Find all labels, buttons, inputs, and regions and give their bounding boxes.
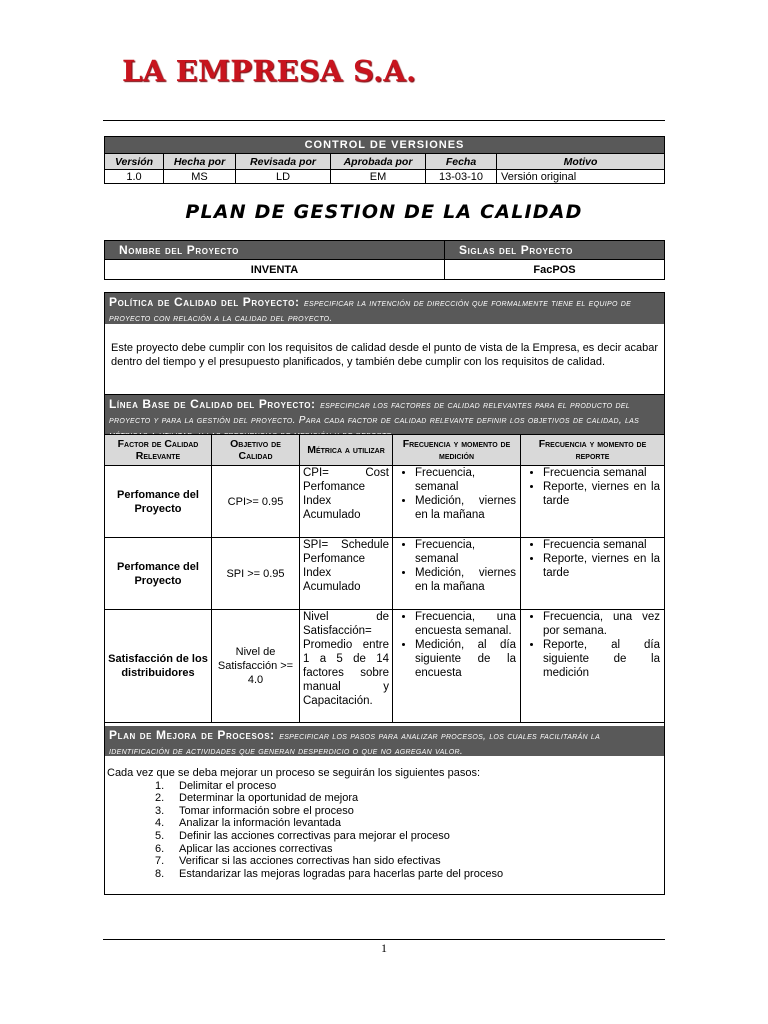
quality-policy-text: Este proyecto debe cumplir con los requisitos de calidad desde el punto de vista de la Empresa, es decir acabar dentro del tiempo y el presupuesto planificados, y también debe cumplir con los requisitos de calidad. [111,342,658,368]
cell-reviewed-by: LD [236,170,331,184]
metric-cell: Nivel de Satisfacción= Promedio entre 1 a 5 de 14 factores sobre manual y Capacitación. [300,610,393,723]
project-table [104,240,665,280]
measure-item: • Frecuencia, semanal [415,466,516,494]
report-cell [521,610,665,723]
version-control-table [104,136,665,184]
step-text: Analizar la información levantada [179,817,342,830]
quality-metrics-table [104,434,665,723]
measure-item: • Frecuencia, semanal [415,538,516,566]
step-text: Estandarizar las mejoras logradas para hacerlas parte del proceso [179,867,504,880]
col-factor: Factor de Calidad Relevante [105,435,212,466]
col-date: Fecha [426,154,497,170]
factor-cell: Perfomance del Proyecto [105,538,212,610]
measure-item: • Medición, viernes en la mañana [415,494,516,522]
step-text: Tomar información sobre el proceso [179,804,354,817]
step-item: 3. Tomar información sobre el proceso [155,804,354,817]
process-improvement-title: Plan de Mejora de Procesos: [109,728,275,742]
project-name-header: Nombre del Proyecto [105,241,445,260]
project-name: INVENTA [105,260,445,280]
step-item: 7. Verificar si las acciones correctivas han sido efectivas [155,855,441,868]
project-acronym-header: Siglas del Proyecto [445,241,665,260]
objective-cell: CPI>= 0.95 [212,466,300,538]
step-text: Delimitar el proceso [179,779,277,792]
cell-approved-by: EM [331,170,426,184]
quality-policy-header [105,293,664,324]
process-improvement-body [105,767,664,880]
report-item: • Frecuencia semanal [543,538,660,552]
quality-policy-title: Política de Calidad del Proyecto: [109,295,300,309]
version-control-title: CONTROL DE VERSIONES [105,137,665,154]
project-acronym: FacPOS [445,260,665,280]
factor-cell: Perfomance del Proyecto [105,466,212,538]
process-improvement-intro: Cada vez que se deba mejorar un proceso se seguirán los siguientes pasos: [107,767,481,779]
process-improvement-header [105,726,664,756]
col-metric: Métrica a utilizar [300,435,393,466]
quality-baseline-title: Línea Base de Calidad del Proyecto: [109,397,316,411]
report-cell [521,466,665,538]
measure-item: • Medición, viernes en la mañana [415,566,516,594]
step-text: Verificar si las acciones correctivas han sido efectivas [179,855,441,868]
col-reason: Motivo [497,154,665,170]
metric-row [105,610,665,723]
header-rule [103,120,665,121]
objective-cell: SPI >= 0.95 [212,538,300,610]
report-item: • Reporte, viernes en la tarde [543,480,660,508]
measure-item: • Frecuencia, una encuesta semanal. [415,610,516,638]
quality-baseline-header [105,394,664,441]
footer-rule [103,939,665,940]
col-measure-frequency: Frecuencia y momento de medición [393,435,521,466]
measure-cell [393,538,521,610]
step-item: 6. Aplicar las acciones correctivas [155,842,333,855]
metric-cell: CPI= Cost Perfomance Index Acumulado [300,466,393,538]
report-item: • Frecuencia semanal [543,466,660,480]
page-number: 1 [381,941,387,955]
step-item: 8. Estandarizar las mejoras logradas para hacerlas parte del proceso [155,867,504,880]
step-item: 4. Analizar la información levantada [155,817,342,830]
report-item: • Frecuencia, una vez por semana. [543,610,660,638]
measure-cell [393,610,521,723]
step-text: Definir las acciones correctivas para mejorar el proceso [179,829,450,842]
measure-item: • Medición, al día siguiente de la encuesta [415,638,516,680]
quality-plan-box [104,292,665,895]
process-improvement-desc: especificar los pasos para analizar procesos, los cuales facilitarán la identificación de actividades que generan desperdicio o que no agregan valor. [109,731,601,757]
col-approved-by: Aprobada por [331,154,426,170]
cell-date: 13-03-10 [426,170,497,184]
col-version: Versión [105,154,164,170]
col-made-by: Hecha por [164,154,236,170]
factor-cell: Satisfacción de los distribuidores [105,610,212,723]
measure-cell [393,466,521,538]
report-item: • Reporte, viernes en la tarde [543,552,660,580]
step-item: 2. Determinar la oportunidad de mejora [155,792,359,805]
quality-baseline-desc: especificar los factores de calidad relevantes para el producto del proyecto y para la gestión del proyecto. Para cada factor de calidad relevante definir los objetivos de calidad, las métricas a utilizar, y las frecuencias de medición y de reporte. [109,400,640,441]
metric-row [105,538,665,610]
cell-reason: Versión original [497,170,665,184]
cell-version: 1.0 [105,170,164,184]
improvement-steps-list [107,780,662,881]
report-cell [521,538,665,610]
metric-cell: SPI= Schedule Perfomance Index Acumulado [300,538,393,610]
plan-title: PLAN DE GESTION DE LA CALIDAD [185,201,583,223]
company-logo: LA EMPRESA S.A. [122,54,417,88]
col-reviewed-by: Revisada por [236,154,331,170]
metric-row [105,466,665,538]
step-text: Determinar la oportunidad de mejora [179,792,359,805]
step-item: 1. Delimitar el proceso [155,779,277,792]
cell-made-by: MS [164,170,236,184]
col-report-frequency: Frecuencia y momento de reporte [521,435,665,466]
quality-policy-desc: especificar la intención de dirección que formalmente tiene el equipo de proyecto con relación a la calidad del proyecto. [109,298,632,324]
step-item: 5. Definir las acciones correctivas para mejorar el proceso [155,829,450,842]
step-text: Aplicar las acciones correctivas [179,842,333,855]
report-item: • Reporte, al día siguiente de la medición [543,638,660,680]
col-objective: Objetivo de Calidad [212,435,300,466]
objective-cell: Nivel de Satisfacción >= 4.0 [212,610,300,723]
